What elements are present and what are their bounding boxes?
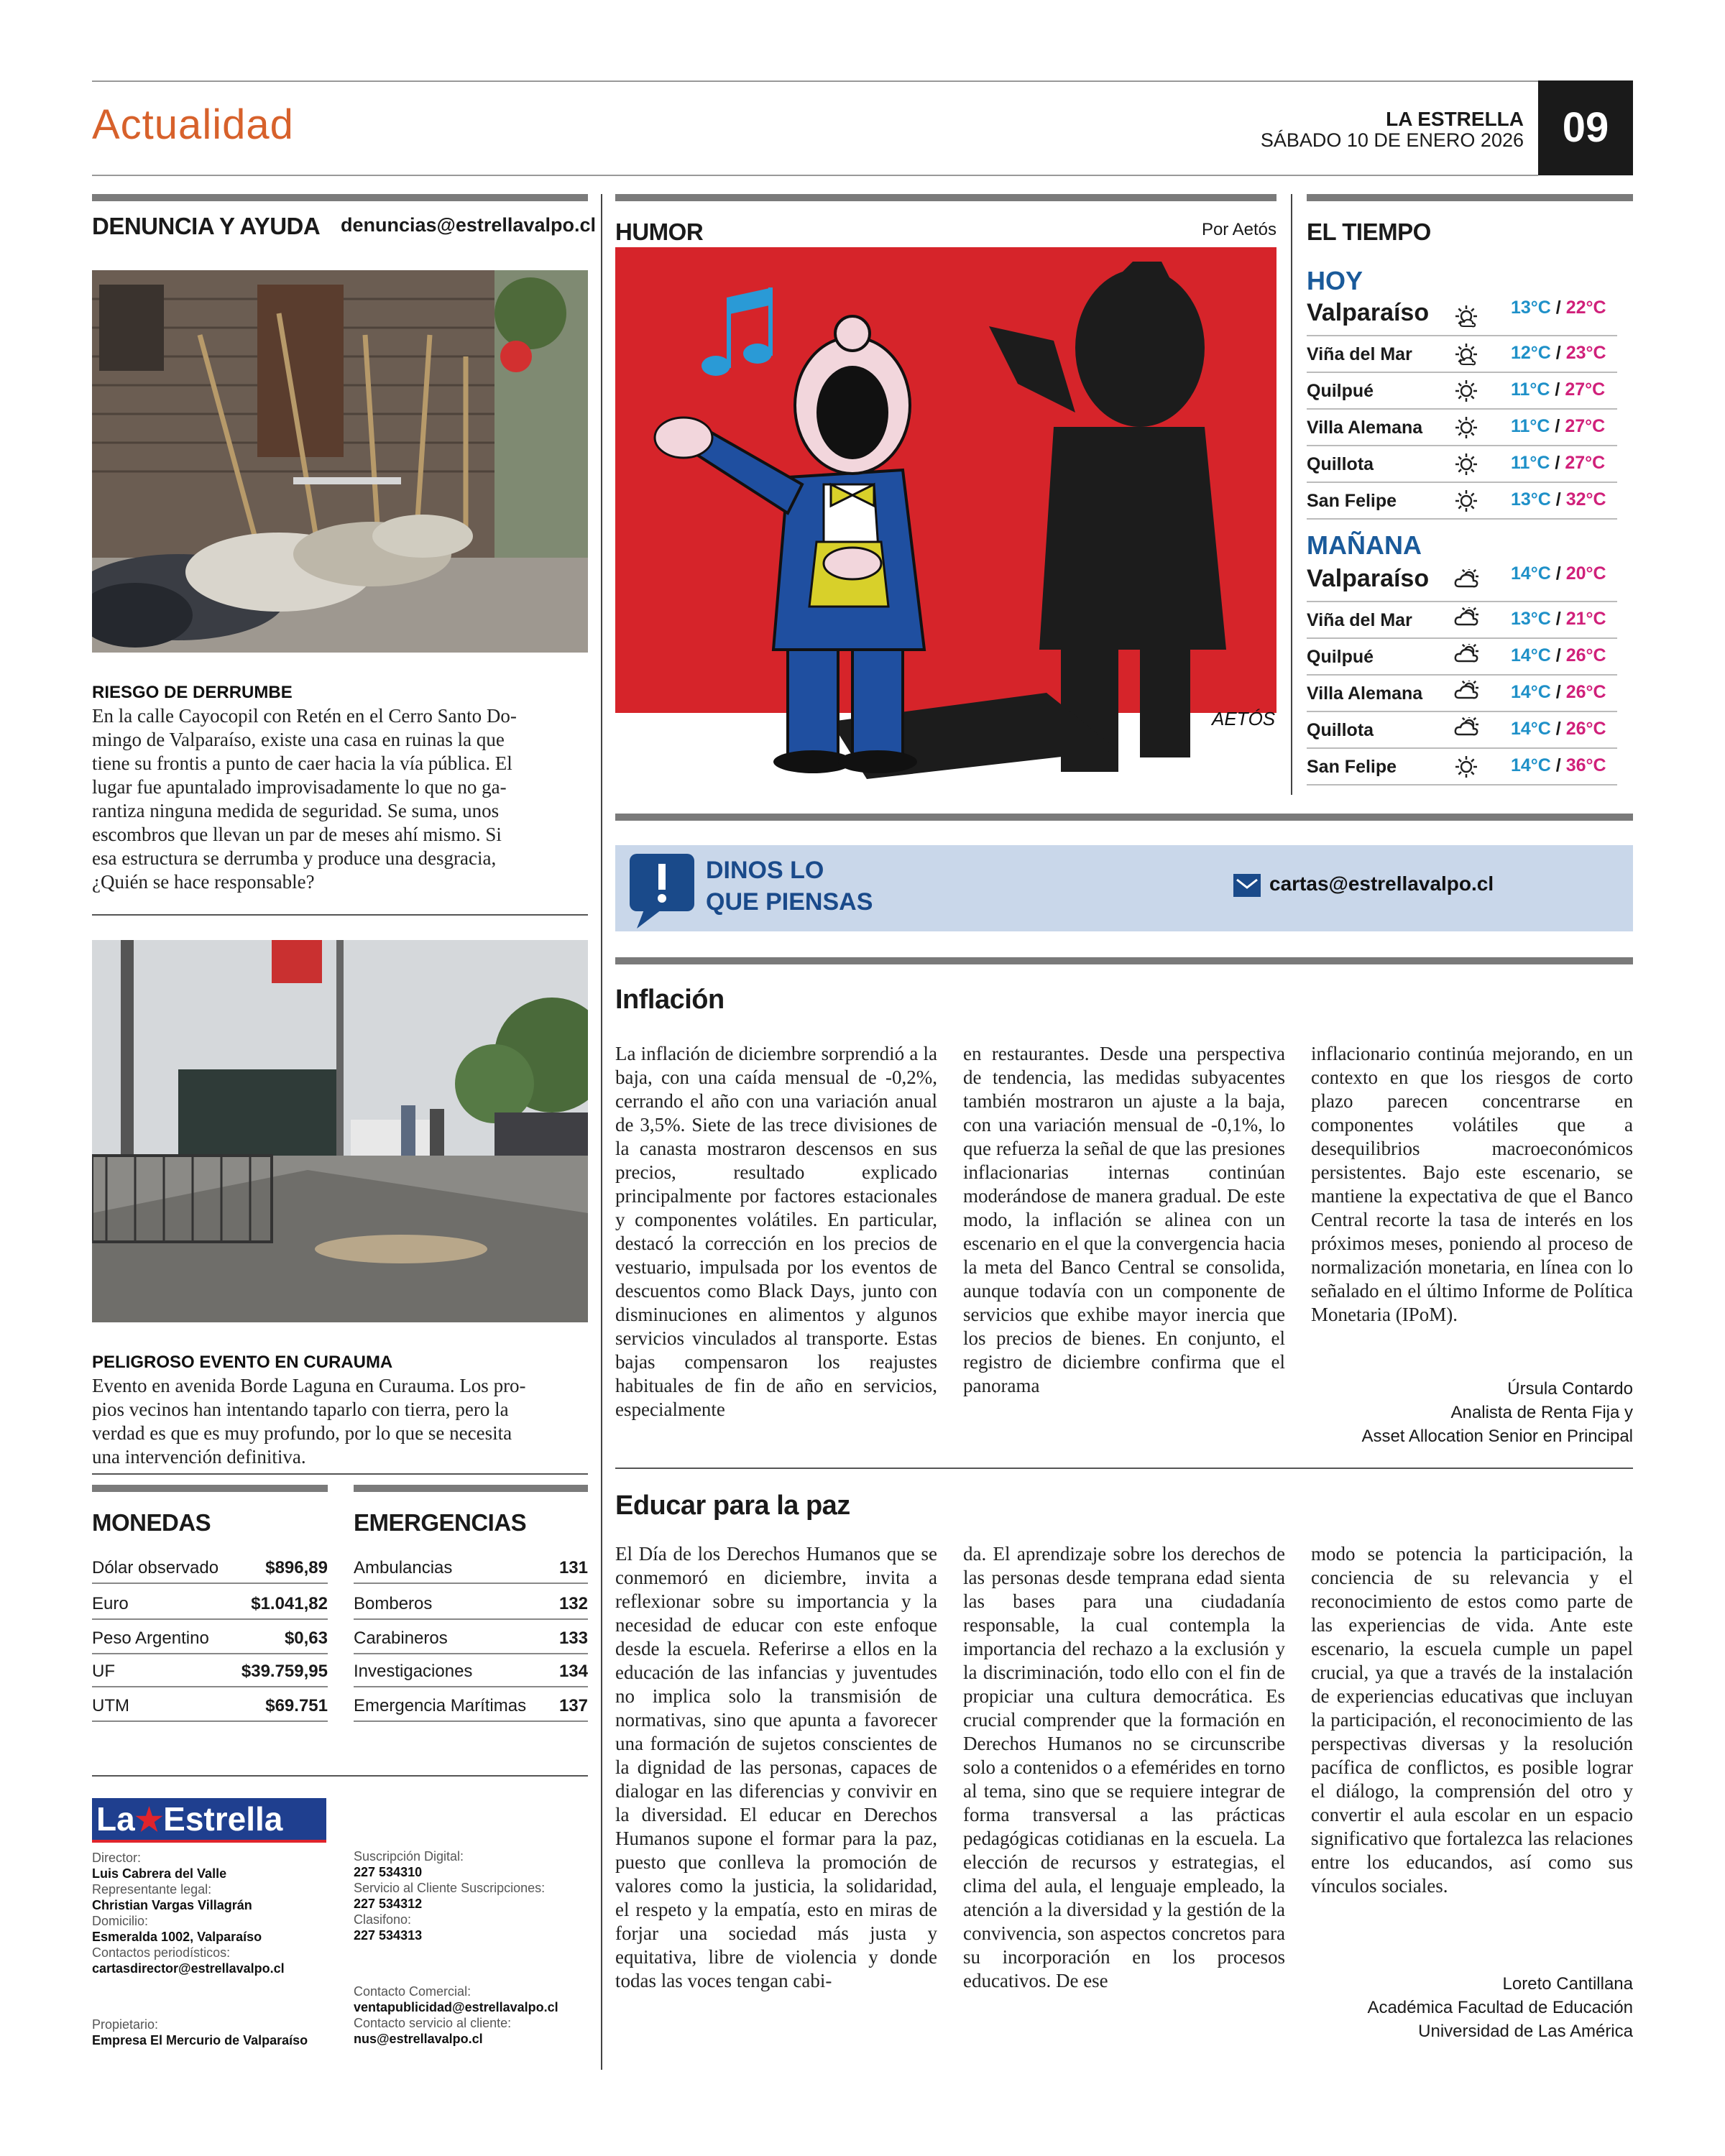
weather-row — [1307, 337, 1617, 373]
weather-city: Valparaíso — [1307, 565, 1430, 592]
partly-cloudy-icon — [1453, 681, 1479, 706]
article-signature: Úrsula Contardo Analista de Renta Fija y Asset Allocation Senior en Principal — [1361, 1379, 1633, 1446]
denuncia-item-title: RIESGO DE DERRUMBE — [92, 683, 293, 702]
humor-cartoon — [615, 247, 1276, 786]
weather-tomorrow-label: MAÑANA — [1307, 530, 1422, 560]
speech-bubble-icon — [630, 854, 694, 929]
imprint-owner: Propietario: Empresa El Mercurio de Valparaíso — [92, 2017, 308, 2047]
weather-row — [1307, 410, 1617, 446]
weather-title: EL TIEMPO — [1307, 218, 1431, 245]
weather-city: Viña del Mar — [1307, 344, 1412, 364]
sun-icon — [1453, 415, 1479, 441]
sun-icon — [1453, 488, 1479, 514]
weather-row — [1307, 750, 1617, 786]
svg-text:AETÓS: AETÓS — [1212, 708, 1276, 729]
table-row: Peso Argentino $0,63 — [92, 1621, 328, 1654]
sun-cloud-icon — [1453, 303, 1479, 329]
photo-street-hole — [92, 940, 588, 1322]
weather-temps: 13°C / 22°C — [1511, 298, 1606, 318]
table-row: Investigaciones 134 — [354, 1654, 588, 1687]
weather-row — [1307, 713, 1617, 749]
weather-row — [1307, 640, 1617, 676]
article-column: en restaurantes. Desde una perspectiva de tendencia, las medidas subyacentes también mostraron un ajuste a la baja, con una variación mensual de -0,1%, lo que refuerza la señal de que las presiones inflacionarias internas continúan moderándose de manera gradual. De este modo, la inflación se alinea con un escenario en el que la convergencia hacia la meta del Banco Central se consolida, aunque todavía con un componente de servicios que exhibe mayor inercia que los precios de bienes. En conjunto, el registro de diciembre confirma que el panorama — [963, 1043, 1285, 1396]
weather-city: San Felipe — [1307, 757, 1397, 777]
letters-email[interactable]: cartas@estrellavalpo.cl — [1269, 872, 1494, 895]
table-row: UTM $69.751 — [92, 1689, 328, 1722]
table-row: Ambulancias 131 — [354, 1551, 588, 1584]
weather-city: Quillota — [1307, 454, 1374, 474]
feedback-banner: DINOS LO QUE PIENSAS cartas@estrellavalpo.cl — [615, 845, 1633, 931]
weather-row — [1307, 484, 1617, 520]
denuncia-item-text: En la calle Cayocopil con Retén en el Cerro Santo Do- mingo de Valparaíso, existe una casa en ruinas la que tiene su frontis a punto de caer hacia la vía pública. El lugar fue apuntalado improvisadamente lo que no ga- rantiza ninguna medida de seguridad. Se suma, unos escombros que llevan un par de meses ahí mismo. Si esa estructura se derrumba y produce una desgracia, ¿Quién se hace responsable? — [92, 705, 517, 893]
weather-today-label: HOY — [1307, 266, 1363, 295]
denuncia-title: DENUNCIA Y AYUDA — [92, 213, 321, 239]
table-row: Euro $1.041,82 — [92, 1587, 328, 1620]
weather-row — [1307, 561, 1617, 602]
sun-cloud-icon — [1453, 341, 1479, 367]
article-column: La inflación de diciembre sorprendió a la baja, con una caída mensual de -0,2%, cerrando el año con una variación anual de 3,5%. Siete de las trece divisiones de la canasta mostraron descensos en sus precios, resultado explicado principalmente por factores estacionales y componentes volátiles. En particular, destacó la corrección en los precios de vestuario, impulsada por los eventos de descuentos como Black Days, junto con disminuciones en alimentos y algunos servicios vinculados al transporte. Estas bajas compensaron los reajustes habituales de fin de año en servicios, especialmente — [615, 1043, 937, 1420]
weather-city: Valparaíso — [1307, 299, 1430, 326]
partly-cloudy-icon — [1453, 644, 1479, 670]
denuncia-item-text: Evento en avenida Borde Laguna en Curauma. Los pro- pios vecinos han intentando taparlo con tierra, pero la verdad es que es muy profundo, por lo que se necesita una intervención definitiva. — [92, 1375, 526, 1468]
denuncia-item-title: PELIGROSO EVENTO EN CURAUMA — [92, 1353, 393, 1372]
star-icon: ★ — [134, 1802, 164, 1838]
emergencias-title: EMERGENCIAS — [354, 1509, 527, 1536]
weather-row — [1307, 676, 1617, 712]
weather-city: Viña del Mar — [1307, 610, 1412, 630]
table-row: Carabineros 133 — [354, 1621, 588, 1654]
weather-city: Villa Alemana — [1307, 418, 1423, 438]
weather-city: Quillota — [1307, 720, 1374, 740]
section-title: Actualidad — [92, 101, 294, 148]
weather-temps: 14°C / 20°C — [1511, 563, 1606, 584]
partly-cloudy-icon — [1453, 717, 1479, 743]
photo-ruined-house — [92, 270, 588, 653]
weather-row — [1307, 374, 1617, 410]
humor-title: HUMOR — [615, 218, 704, 245]
service-email[interactable]: nus@estrellavalpo.cl — [354, 2032, 483, 2046]
weather-temps: 13°C / 32°C — [1511, 489, 1606, 510]
article-signature: Loreto Cantillana Académica Facultad de Educación Universidad de Las América — [1367, 1974, 1633, 2041]
imprint-right: Suscripción Digital: 227 534310 Servicio al Cliente Suscripciones: 227 534312 Clasifono: 227 534313 — [354, 1849, 546, 1943]
partly-cloudy-icon — [1453, 569, 1479, 595]
article-column: inflacionario continúa mejorando, en un contexto en que los riesgos de corto plazo parecen concentrarse en componentes volátiles que a desequilibrios macroeconómicos persistentes. Bajo este escenario, se mantiene la expectativa de que el Banco Central recorte la tasa de interés en los próximos meses, poniendo al proceso de normalización monetaria, en línea con lo señalado en el último Informe de Política Monetaria (IPoM). — [1311, 1043, 1633, 1325]
imprint-contacts: Contacto Comercial: ventapublicidad@estrellavalpo.cl Contacto servicio al cliente: nus@estrellavalpo.cl — [354, 1984, 588, 2047]
sun-icon — [1453, 451, 1479, 477]
page-number: 09 — [1538, 80, 1633, 175]
weather-temps: 14°C / 26°C — [1511, 719, 1606, 739]
weather-city: Quilpué — [1307, 381, 1374, 401]
weather-temps: 11°C / 27°C — [1511, 379, 1606, 400]
paper-name: LA ESTRELLA — [1386, 108, 1524, 130]
sun-icon — [1453, 754, 1479, 780]
weather-city: Villa Alemana — [1307, 683, 1423, 704]
table-row: Emergencia Marítimas 137 — [354, 1689, 588, 1722]
weather-temps: 11°C / 27°C — [1511, 453, 1606, 473]
weather-temps: 14°C / 26°C — [1511, 682, 1606, 702]
partly-cloudy-icon — [1453, 607, 1479, 633]
weather-temps: 12°C / 23°C — [1511, 343, 1606, 363]
weather-temps: 14°C / 36°C — [1511, 755, 1606, 775]
weather-row — [1307, 295, 1617, 336]
article-column: El Día de los Derechos Humanos que se conmemoró en diciembre, invita a reflexionar sobre su importancia y la necesidad de educar con este enfoque desde la escuela. Referirse a ellos en la educación de las infancias y juventudes no implica solo la transmisión de normativas, sino que apunta a favorecer una formación de sujetos conscientes de la dignidad de las personas, capaces de dialogar en las diferencias y convivir en la diversidad. El educar en Derechos Humanos supone el formar para la paz, puesto que conlleva la promoción de valores como la justicia, la solidaridad, el respeto y la empatía, esto en miras de forjar una sociedad más justa y equitativa, libre de violencia y donde todas las voces tengan cabi- — [615, 1543, 937, 1991]
weather-city: San Felipe — [1307, 491, 1397, 511]
article-column: da. El aprendizaje sobre los derechos de las personas desde temprana edad sienta las bases para una ciudadanía responsable, la cual contempla la importancia del rechazo a la exclusión y la discriminación, todo ello con el fin de propiciar una cultura democrática. Es crucial comprender que la formación en Derechos Humanos no se circunscribe solo a contenidos o a efemérides en torno al tema, sino que se requiere integrar de forma transversal a las prácticas pedagógicas cotidianas en la escuela. La elección de recursos y estrategias, el clima del aula, el lenguaje empleado, la atención a la diversidad y la gestión de la convivencia, son aspectos concretos para su incorporación en los procesos educativos. De ese — [963, 1543, 1285, 1991]
monedas-title: MONEDAS — [92, 1509, 211, 1536]
sun-icon — [1453, 378, 1479, 404]
weather-temps: 13°C / 21°C — [1511, 609, 1606, 629]
weather-row — [1307, 603, 1617, 639]
weather-row — [1307, 447, 1617, 483]
masthead-logo: La★Estrella — [92, 1798, 326, 1840]
issue-date: SÁBADO 10 DE ENERO 2026 — [1260, 129, 1524, 151]
table-row: Bomberos 132 — [354, 1587, 588, 1620]
weather-temps: 11°C / 27°C — [1511, 416, 1606, 436]
commercial-email[interactable]: ventapublicidad@estrellavalpo.cl — [354, 2000, 558, 2014]
weather-city: Quilpué — [1307, 647, 1374, 667]
weather-temps: 14°C / 26°C — [1511, 645, 1606, 665]
denuncia-email[interactable]: denuncias@estrellavalpo.cl — [341, 214, 596, 236]
imprint-left: Director: Luis Cabrera del Valle Representante legal: Christian Vargas Villagrán Domicilio: Esmeralda 1002, Valparaíso Contactos periodísticos: cartasdirector@estrellavalpo.cl — [92, 1851, 285, 1976]
envelope-icon — [1233, 874, 1261, 897]
article-title: Educar para la paz — [615, 1491, 850, 1521]
table-row: Dólar observado $896,89 — [92, 1551, 328, 1584]
humor-byline: Por Aetós — [1201, 220, 1276, 239]
table-row: UF $39.759,95 — [92, 1654, 328, 1687]
article-title: Inflación — [615, 985, 724, 1015]
article-column: modo se potencia la participación, la conciencia de su relevancia y el reconocimiento de estos como parte de las experiencias de vida. Ante este escenario, la escuela cumple un papel crucial, ya que a través de la instalación de experiencias educativas que incluyan la participación, el reconocimiento de las perspectivas diversas y la resolución pacífica de conflictos, es posible lograr el diálogo, la comprensión del otro y convertir el aula escolar en un espacio significativo que fortalezca las relaciones entre los educandos, así como sus vínculos sociales. — [1311, 1543, 1633, 1897]
